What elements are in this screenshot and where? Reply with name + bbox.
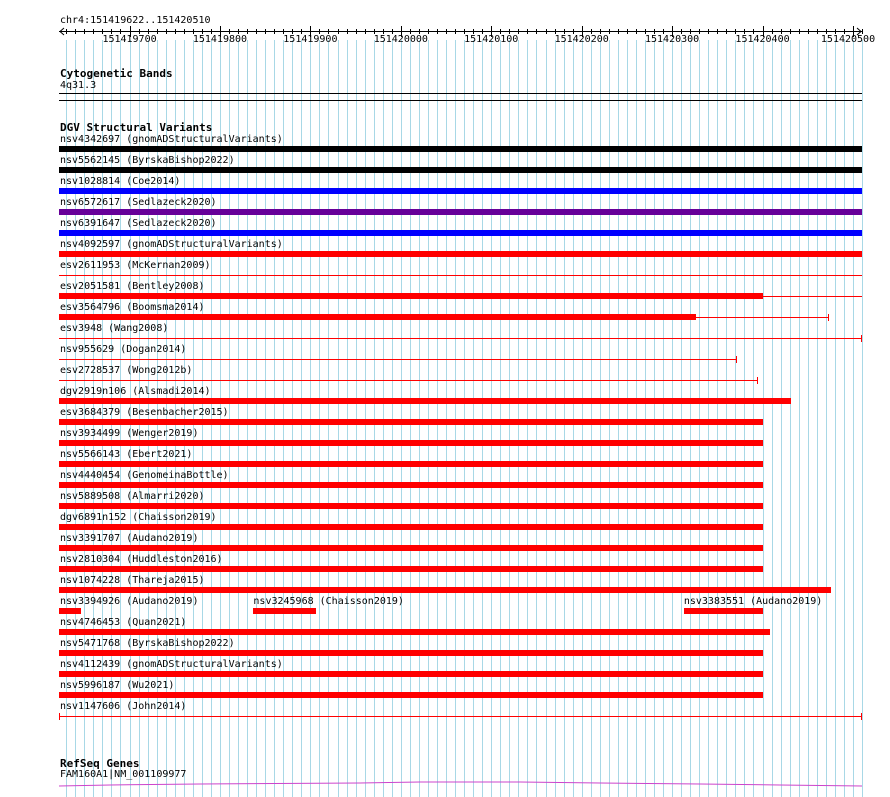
gene-intron-line bbox=[59, 782, 862, 786]
variant-bar[interactable] bbox=[59, 545, 763, 551]
variant-bar[interactable] bbox=[59, 608, 81, 614]
variant-end-cap bbox=[757, 377, 758, 384]
variant-bar[interactable] bbox=[59, 167, 862, 173]
variant-bar[interactable] bbox=[59, 209, 862, 215]
variant-label[interactable]: nsv6391647 (Sedlazeck2020) bbox=[60, 218, 217, 229]
variant-label[interactable]: nsv1028814 (Coe2014) bbox=[60, 176, 181, 187]
ruler-tick-label: 151420400 bbox=[735, 34, 790, 45]
variant-end-cap bbox=[736, 356, 737, 363]
variant-bar[interactable] bbox=[59, 629, 770, 635]
ruler-tick-label: 151420500 bbox=[820, 34, 876, 45]
variant-label[interactable]: nsv2810304 (Huddleston2016) bbox=[60, 554, 223, 565]
variant-bar[interactable] bbox=[59, 671, 763, 677]
variant-label[interactable]: nsv6572617 (Sedlazeck2020) bbox=[60, 197, 217, 208]
variant-bar[interactable] bbox=[59, 398, 791, 404]
variant-bar[interactable] bbox=[59, 419, 763, 425]
variant-line[interactable] bbox=[59, 380, 758, 381]
variant-label[interactable]: nsv5562145 (ByrskaBishop2022) bbox=[60, 155, 235, 166]
variant-bar[interactable] bbox=[59, 692, 763, 698]
cytoband-line-top bbox=[59, 93, 862, 94]
variant-label[interactable]: nsv4440454 (GenomeinaBottle) bbox=[60, 470, 229, 481]
ruler-tick-label: 151419800 bbox=[192, 34, 248, 45]
ruler-tick-label: 151420300 bbox=[645, 34, 700, 45]
variant-line[interactable] bbox=[59, 716, 862, 717]
variant-line[interactable] bbox=[59, 338, 862, 339]
variant-label[interactable]: dgv2919n106 (Alsmadi2014) bbox=[60, 386, 211, 397]
variant-bar[interactable] bbox=[59, 650, 763, 656]
variant-bar[interactable] bbox=[59, 503, 763, 509]
variant-extension-line bbox=[696, 317, 830, 318]
variant-line[interactable] bbox=[59, 359, 737, 360]
variant-label[interactable]: nsv4092597 (gnomADStructuralVariants) bbox=[60, 239, 283, 250]
variant-bar[interactable] bbox=[59, 188, 862, 194]
ruler-tick-label: 151419700 bbox=[102, 34, 157, 45]
variant-start-cap bbox=[59, 713, 60, 720]
ruler-tick-label: 151419900 bbox=[283, 34, 338, 45]
variant-label[interactable]: esv3684379 (Besenbacher2015) bbox=[60, 407, 229, 418]
variant-label[interactable]: nsv3394926 (Audano2019) bbox=[60, 596, 199, 607]
variant-bar[interactable] bbox=[684, 608, 763, 614]
variant-bar[interactable] bbox=[59, 293, 763, 299]
variant-bar[interactable] bbox=[59, 566, 763, 572]
variant-bar[interactable] bbox=[59, 482, 763, 488]
variant-end-cap bbox=[828, 314, 829, 321]
variant-label[interactable]: nsv5889508 (Almarri2020) bbox=[60, 491, 205, 502]
variant-bar[interactable] bbox=[253, 608, 315, 614]
variant-label[interactable]: nsv4342697 (gnomADStructuralVariants) bbox=[60, 134, 283, 145]
variant-bar[interactable] bbox=[59, 524, 763, 530]
variant-label[interactable]: nsv3383551 (Audano2019) bbox=[683, 596, 823, 607]
variant-bar[interactable] bbox=[59, 146, 862, 152]
variant-extension-line bbox=[763, 296, 862, 297]
variant-label[interactable]: nsv4746453 (Quan2021) bbox=[60, 617, 187, 628]
variant-label[interactable]: esv3948 (Wang2008) bbox=[60, 323, 169, 334]
variant-label[interactable]: esv3564796 (Boomsma2014) bbox=[60, 302, 205, 313]
cytoband-track-title[interactable]: Cytogenetic Bands bbox=[60, 67, 173, 80]
variant-label[interactable]: nsv3934499 (Wenger2019) bbox=[60, 428, 199, 439]
variant-label[interactable]: nsv5471768 (ByrskaBishop2022) bbox=[60, 638, 235, 649]
ruler-tick-label: 151420100 bbox=[464, 34, 519, 45]
gene-label[interactable]: FAM160A1|NM_001109977 bbox=[60, 769, 187, 780]
variant-line[interactable] bbox=[59, 275, 862, 276]
variant-bar[interactable] bbox=[59, 440, 763, 446]
variant-label[interactable]: nsv1147606 (John2014) bbox=[60, 701, 187, 712]
variant-label[interactable]: nsv1074228 (Thareja2015) bbox=[60, 575, 205, 586]
variant-label[interactable]: nsv5996187 (Wu2021) bbox=[60, 680, 175, 691]
variant-end-cap bbox=[861, 335, 862, 342]
variant-label[interactable]: dgv6891n152 (Chaisson2019) bbox=[60, 512, 217, 523]
variant-label[interactable]: esv2611953 (McKernan2009) bbox=[60, 260, 211, 271]
variant-bar[interactable] bbox=[59, 587, 831, 593]
cytoband-line-bottom bbox=[59, 100, 862, 101]
variant-bar[interactable] bbox=[59, 314, 696, 320]
variant-label[interactable]: esv2051581 (Bentley2008) bbox=[60, 281, 205, 292]
variant-label[interactable]: nsv5566143 (Ebert2021) bbox=[60, 449, 193, 460]
gene-feature[interactable] bbox=[0, 778, 890, 790]
variant-bar[interactable] bbox=[59, 461, 763, 467]
ruler-tick-label: 151420200 bbox=[554, 34, 609, 45]
location-label: chr4:151419622..151420510 bbox=[60, 15, 211, 26]
variant-label[interactable]: nsv4112439 (gnomADStructuralVariants) bbox=[60, 659, 283, 670]
dgv-track-title[interactable]: DGV Structural Variants bbox=[60, 121, 213, 134]
variant-bar[interactable] bbox=[59, 230, 862, 236]
variant-label[interactable]: nsv3245968 (Chaisson2019) bbox=[253, 596, 404, 607]
refseq-track-title[interactable]: RefSeq Genes bbox=[60, 757, 140, 770]
variant-end-cap bbox=[861, 713, 862, 720]
cytoband-label: 4q31.3 bbox=[60, 80, 97, 91]
variant-label[interactable]: esv2728537 (Wong2012b) bbox=[60, 365, 193, 376]
variant-label[interactable]: nsv3391707 (Audano2019) bbox=[60, 533, 199, 544]
variant-bar[interactable] bbox=[59, 251, 862, 257]
variant-label[interactable]: nsv955629 (Dogan2014) bbox=[60, 344, 187, 355]
ruler-tick-label: 151420000 bbox=[373, 34, 428, 45]
